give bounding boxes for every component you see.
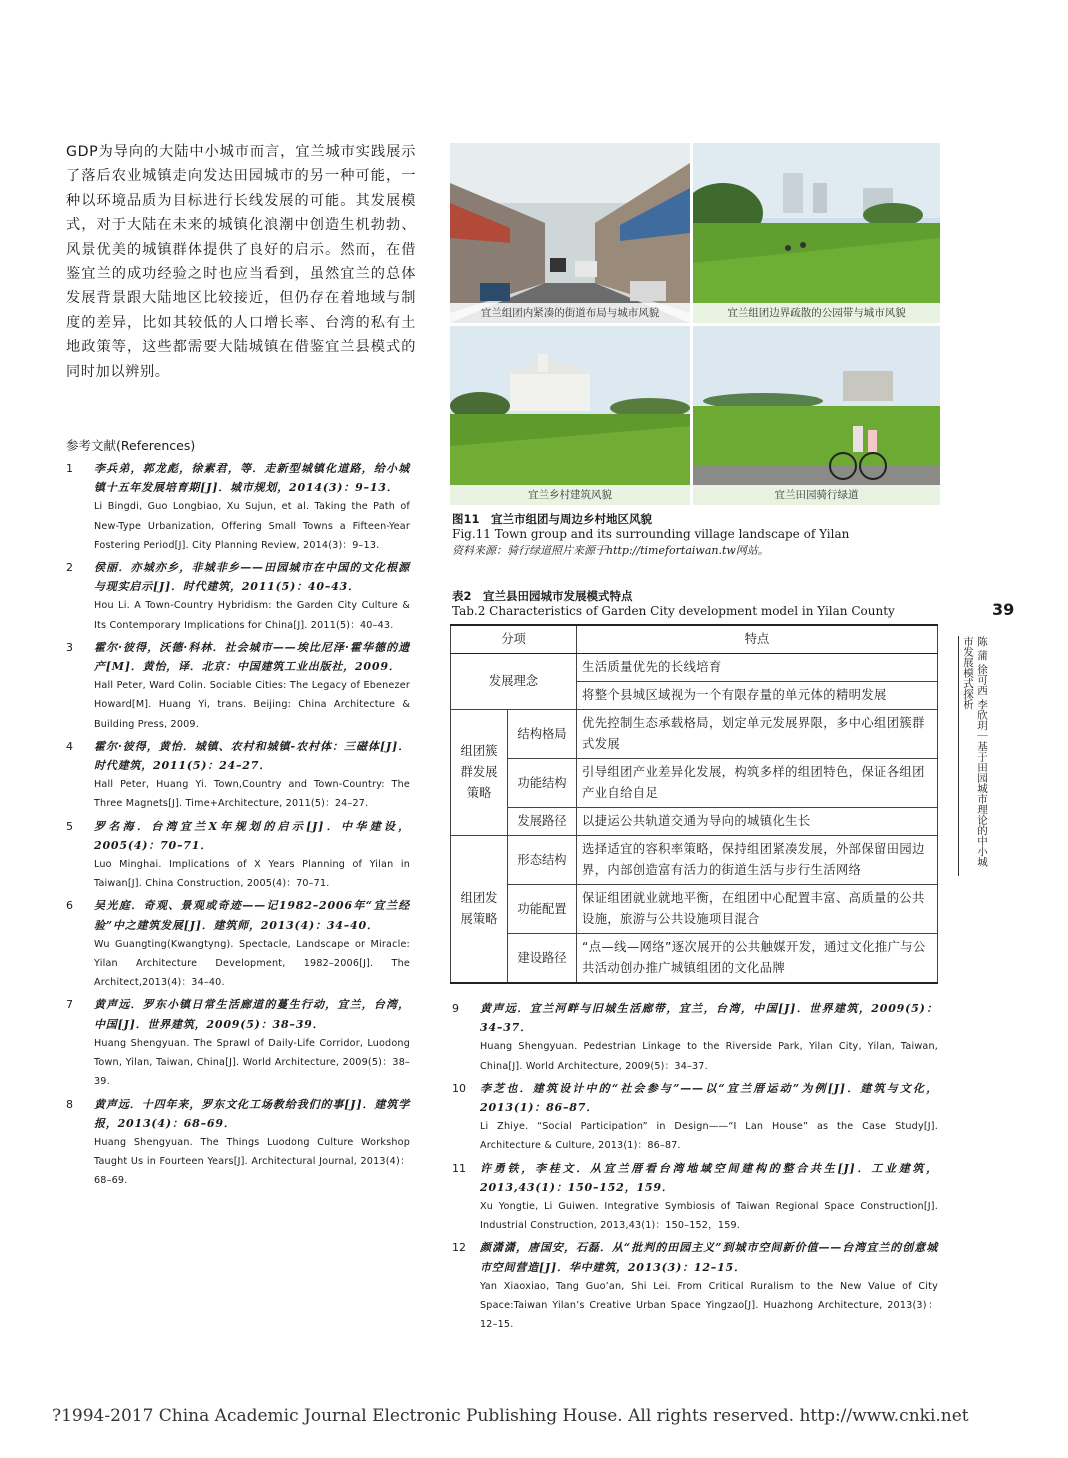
sub-label: 功能配置	[508, 885, 577, 934]
reference-en: Xu Yongtie, Li Guiwen. Integrative Symbiosis of Taiwan Regional Space Construction[J]. Industrial Construction, 2013,43(1)：150–152，159.	[480, 1201, 938, 1232]
reference-zh: 罗名海．台湾宜兰X年规划的启示[J]．中华建设，2005(4)：70–71．	[94, 819, 410, 852]
reference-en: Li Bingdi, Guo Longbiao, Xu Sujun, et al. Taking the Path of New-Type Urbanization, Offering Small Towns a Fifteen-Year Fostering Period[J]. City Planning Review, 2014(3)：9–13.	[94, 501, 410, 551]
table-row	[451, 934, 938, 984]
reference-zh: 许勇铁，李桂文．从宜兰厝看台湾地域空间建构的整合共生[J]．工业建筑，2013,43(1)：150–152，159．	[480, 1161, 938, 1194]
table-header: 分项	[451, 625, 577, 654]
reference-zh: 霍尔·彼得，沃德·科林．社会城市——埃比尼泽·霍华德的遗产[M]．黄怡，译．北京：中国建筑工业出版社，2009．	[94, 640, 410, 674]
reference-item	[452, 1079, 938, 1156]
table-cell: 引导组团产业差异化发展，构筑多样的组团特色，保证各组团产业自给自足	[577, 759, 938, 808]
reference-zh: 黄声远．罗东小镇日常生活廊道的蔓生行动，宜兰，台湾，中国[J]．世界建筑，2009(5)：38–39．	[94, 998, 410, 1031]
page-number: 39	[992, 600, 1015, 619]
reference-zh: 侯丽．亦城亦乡，非城非乡——田园城市在中国的文化根源与现实启示[J]．时代建筑，2011(5)：40–43．	[94, 561, 410, 594]
table-row	[451, 710, 938, 759]
sub-label: 建设路径	[508, 934, 577, 984]
sub-label: 功能结构	[508, 759, 577, 808]
reference-zh: 李兵弟，郭龙彪，徐素君，等．走新型城镇化道路，给小城镇十五年发展培育期[J]．城市规划，2014(3)：9–13．	[94, 462, 410, 495]
table-row	[451, 759, 938, 808]
table-cell: 保证组团就业就地平衡，在组团中心配置丰富、高质量的公共设施，旅游与公共设施项目混合	[577, 885, 938, 934]
group-label: 发展理念	[451, 654, 577, 710]
photo-caption-4: 宜兰田园骑行绿道	[693, 485, 940, 505]
reference-en: Li Zhiye. “Social Participation” in Design——“I Lan House” as the Case Study[J]. Architecture & Culture, 2013(1)：86–87.	[480, 1121, 938, 1152]
reference-number: 11	[452, 1161, 466, 1175]
photo-street	[450, 143, 690, 323]
reference-en: Huang Shengyuan. The Sprawl of Daily-Life Corridor, Luodong Town, Yilan, Taiwan, China[J]. World Architecture, 2009(5)：38–39.	[94, 1037, 410, 1088]
figure-caption-en: Fig.11 Town group and its surrounding village landscape of Yilan	[452, 527, 850, 541]
photo-cycling	[693, 326, 940, 505]
references-heading: 参考文献(References)	[66, 438, 196, 453]
reference-en: Luo Minghai. Implications of X Years Planning of Yilan in Taiwan[J]. China Construction, 2005(4)：70–71.	[94, 859, 410, 890]
reference-item	[66, 995, 410, 1091]
sub-label: 结构格局	[508, 710, 577, 759]
reference-zh: 李芝也．建筑设计中的“社会参与”——以“宜兰厝运动”为例[J]．建筑与文化，2013(1)：86–87．	[480, 1081, 938, 1115]
table-header-row	[451, 625, 938, 654]
reference-number: 3	[66, 640, 73, 654]
reference-en: Huang Shengyuan. Pedestrian Linkage to the Riverside Park, Yilan City, Yilan, Taiwan, China[J]. World Architecture, 2009(5)：34–37.	[480, 1041, 938, 1072]
side-header-text: 陈 蒲 徐可西 李欣玥｜基于田园城市理论的中小城市发展模式探析	[958, 636, 989, 876]
table-cell: 将整个县城区域视为一个有限存量的单元体的精明发展	[577, 682, 938, 710]
reference-number: 6	[66, 899, 73, 913]
body-paragraph: GDP为导向的大陆中小城市而言，宜兰城市实践展示了落后农业城镇走向发达田园城市的另一种可能，一种以环境品质为目标进行长线发展的可能。其发展模式，对于大陆在未来的城镇化浪潮中创造生机勃勃、风景优美的城镇群体提供了良好的启示。然而，在借鉴宜兰的成功经验之时也应当看到，虽然宜兰的总体发展背景跟大陆地区比较接近，但仍存在着地域与制度的差异，比如其较低的人口增长率、台湾的私有土地政策等，这些都需要大陆城镇在借鉴宜兰县模式的同时加以辨别。	[66, 144, 416, 380]
reference-en: Yan Xiaoxiao, Tang Guo’an, Shi Lei. From Critical Ruralism to the New Value of City Space:Taiwan Yilan’s Creative Urban Space Yingzao[J]. Huazhong Architecture, 2013(3)：12–15.	[480, 1280, 938, 1331]
reference-item	[452, 1238, 938, 1334]
reference-item	[66, 737, 410, 814]
characteristics-table	[450, 624, 938, 984]
figure-caption-zh: 图11 宜兰市组团与周边乡村地区风貌	[452, 512, 653, 526]
table-row	[451, 885, 938, 934]
table-row	[451, 808, 938, 836]
reference-item	[66, 1095, 410, 1191]
reference-zh: 颜潇潇，唐国安，石磊．从“批判的田园主义”到城市空间新价值——台湾宜兰的创意城市空间营造[J]．华中建筑，2013(3)：12–15．	[480, 1241, 938, 1274]
figure-11	[450, 143, 940, 505]
table-title-en: Tab.2 Characteristics of Garden City development model in Yilan County	[452, 604, 895, 618]
park-photo-art	[693, 143, 940, 323]
table-header: 特点	[577, 625, 938, 654]
reference-zh: 吴光庭．奇观、景观或奇迹——记1982–2006年“宜兰经验”中之建筑发展[J]．建筑师，2013(4)：34–40．	[94, 899, 410, 932]
table-cell: 选择适宜的容积率策略，保持组团紧凑发展，外部保留田园边界，内部创造富有活力的街道生活与步行生活网络	[577, 836, 938, 885]
reference-number: 1	[66, 462, 73, 475]
reference-number: 9	[452, 1002, 459, 1015]
footer-copyright: ?1994-2017 China Academic Journal Electronic Publishing House. All rights reserved. http://www.cnki.net	[52, 1406, 969, 1426]
table-cell: 生活质量优先的长线培育	[577, 654, 938, 682]
reference-item	[66, 638, 410, 734]
reference-zh: 黄声远．宜兰河畔与旧城生活廊带，宜兰，台湾，中国[J]．世界建筑，2009(5)：34–37．	[480, 1002, 938, 1035]
side-running-header	[958, 636, 988, 876]
reference-zh: 霍尔·彼得，黄怡．城镇、农村和城镇-农村体：三磁体[J]．时代建筑，2011(5)：24–27．	[94, 739, 410, 773]
photo-caption-1: 宜兰组团内紧凑的街道布局与城市风貌	[450, 303, 690, 323]
street-photo-art	[450, 143, 690, 323]
figure-source: 资料来源：骑行绿道照片来源于http://timefortaiwan.tw网站。	[452, 544, 769, 557]
reference-en: Hall Peter, Huang Yi. Town,Country and Town-Country: The Three Magnets[J]. Time+Architecture, 2011(5)：24–27.	[94, 779, 410, 810]
sub-label: 发展路径	[508, 808, 577, 836]
group-label: 组团簇群发展策略	[451, 710, 508, 836]
references-list-left	[66, 459, 410, 1194]
photo-caption-3: 宜兰乡村建筑风貌	[450, 485, 690, 505]
reference-item	[66, 558, 410, 635]
photo-park	[693, 143, 940, 323]
reference-item	[452, 999, 938, 1076]
references-list-right	[452, 999, 938, 1337]
reference-en: Hou Li. A Town-Country Hybridism: the Garden City Culture & Its Contemporary Implications for China[J]. 2011(5)：40–43.	[94, 600, 410, 631]
table-cell: 优先控制生态承载格局，划定单元发展界限，多中心组团簇群式发展	[577, 710, 938, 759]
reference-item	[452, 1159, 938, 1236]
village-photo-art	[450, 326, 690, 505]
reference-number: 2	[66, 561, 73, 575]
table-title-zh: 表2 宜兰县田园城市发展模式特点	[452, 589, 633, 603]
reference-item	[66, 459, 410, 555]
reference-number: 10	[452, 1081, 466, 1095]
reference-item	[66, 896, 410, 992]
sub-label: 形态结构	[508, 836, 577, 885]
cycling-photo-art	[693, 326, 940, 505]
reference-en: Wu Guangting(Kwangtyng). Spectacle, Landscape or Miracle: Yilan Architecture Development, 1982–2006[J]. The Architect,2013(4)：34–40.	[94, 938, 410, 989]
reference-en: Huang Shengyuan. The Things Luodong Culture Workshop Taught Us in Fourteen Years[J]. Architectural Journal, 2013(4)：68–69.	[94, 1136, 410, 1187]
reference-item	[66, 817, 410, 894]
photo-caption-2: 宜兰组团边界疏散的公园带与城市风貌	[693, 303, 940, 323]
reference-number: 5	[66, 819, 73, 833]
reference-zh: 黄声远．十四年来，罗东文化工场教给我们的事[J]．建筑学报，2013(4)：68–69．	[94, 1097, 410, 1130]
photo-village	[450, 326, 690, 505]
group-label: 组团发展策略	[451, 836, 508, 984]
table-row	[451, 836, 938, 885]
table-cell: “点—线—网络”逐次展开的公共触媒开发，通过文化推广与公共活动创办推广城镇组团的文化品牌	[577, 934, 938, 984]
table-row	[451, 654, 938, 682]
reference-en: Hall Peter, Ward Colin. Sociable Cities: The Legacy of Ebenezer Howard[M]. Huang Yi, trans. Beijing: China Architecture & Building Press, 2009.	[94, 680, 410, 730]
reference-number: 12	[452, 1241, 466, 1255]
reference-number: 8	[66, 1097, 73, 1111]
reference-number: 7	[66, 998, 73, 1012]
reference-number: 4	[66, 739, 73, 753]
table-cell: 以捷运公共轨道交通为导向的城镇化生长	[577, 808, 938, 836]
